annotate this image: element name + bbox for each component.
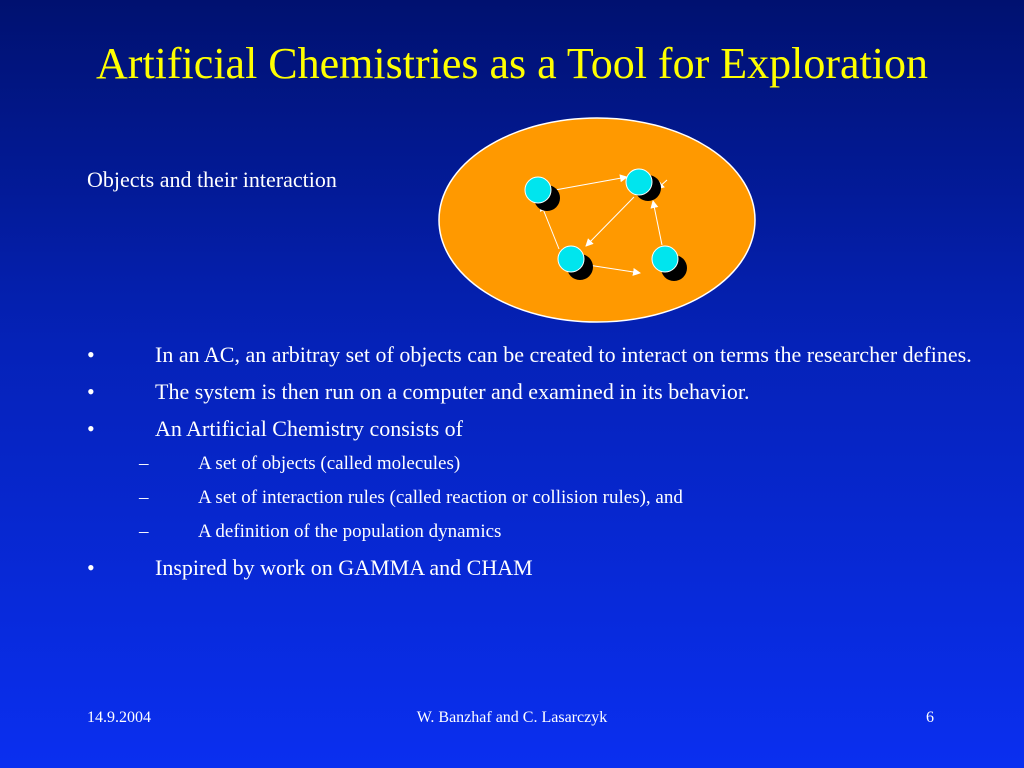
bullet-item xyxy=(87,414,987,443)
reaction-vessel-ellipse xyxy=(439,118,755,322)
sub-bullet-item xyxy=(87,519,987,544)
sub-bullet-marker: – xyxy=(139,521,149,542)
bullet-text: An Artificial Chemistry consists of xyxy=(155,416,463,441)
bullet-item xyxy=(87,377,987,406)
slide-title: Artificial Chemistries as a Tool for Exploration xyxy=(96,39,928,88)
molecule-interaction-diagram xyxy=(437,116,759,326)
bullet-text: In an AC, an arbitray set of objects can be created to interact on terms the researcher defines. xyxy=(155,342,972,367)
bullet-marker: • xyxy=(87,555,95,580)
bullet-marker: • xyxy=(87,416,95,441)
bullet-text: Inspired by work on GAMMA and CHAM xyxy=(155,555,533,580)
bullet-marker: • xyxy=(87,342,95,367)
bullet-item xyxy=(87,340,987,369)
sub-bullet-text: A set of objects (called molecules) xyxy=(198,453,461,474)
sub-bullet-item xyxy=(87,485,987,510)
sub-bullet-marker: – xyxy=(139,453,149,474)
sub-bullet-text: A set of interaction rules (called reaction or collision rules), and xyxy=(198,487,683,508)
sub-bullet-item xyxy=(87,451,987,476)
footer-authors: W. Banzhaf and C. Lasarczyk xyxy=(416,709,608,726)
diagram-caption: Objects and their interaction xyxy=(87,167,337,192)
bullet-list xyxy=(87,340,987,590)
page-number: 6 xyxy=(926,709,934,726)
sub-bullet-marker: – xyxy=(139,487,149,508)
footer-date: 14.9.2004 xyxy=(87,709,151,726)
bullet-text: The system is then run on a computer and examined in its behavior. xyxy=(155,379,750,404)
sub-bullet-text: A definition of the population dynamics xyxy=(198,521,502,542)
bullet-item xyxy=(87,553,987,582)
bullet-marker: • xyxy=(87,379,95,404)
